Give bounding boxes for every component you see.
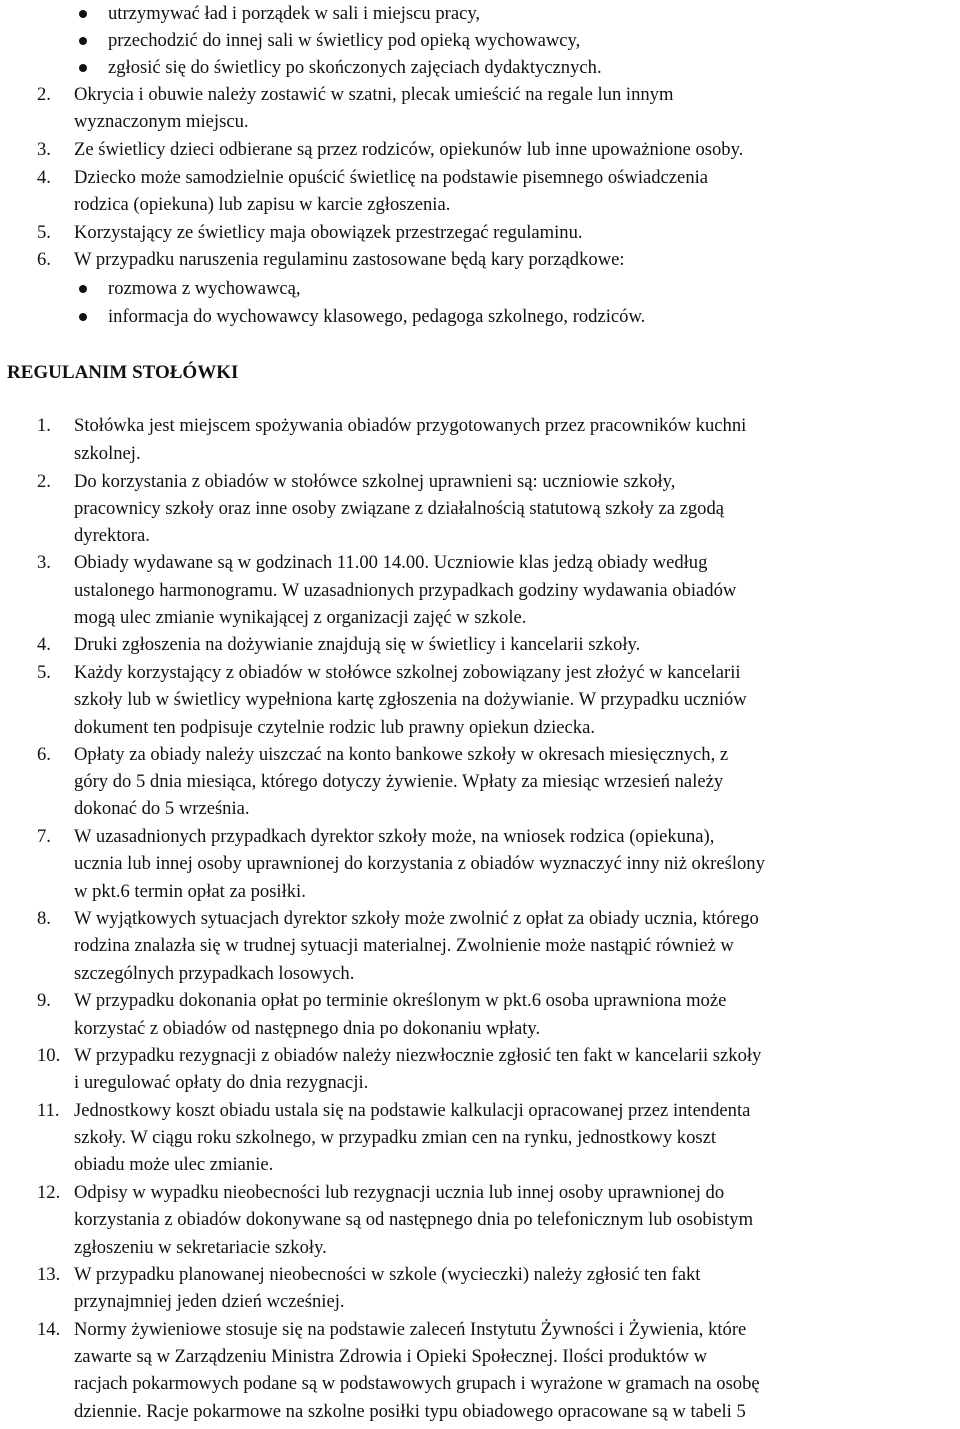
item-text: wyznaczonym miejscu. <box>74 111 249 132</box>
bullet-text: informacja do wychowawcy klasowego, pedagoga szkolnego, rodziców. <box>108 306 646 327</box>
item-text: W przypadku dokonania opłat po terminie określonym w pkt.6 osoba uprawniona może <box>74 990 727 1011</box>
item-number: 14. <box>37 1319 61 1340</box>
bullet-marker <box>79 64 87 72</box>
item-number: 6. <box>37 249 51 270</box>
item-text: Stołówka jest miejscem spożywania obiadów przygotowanych przez pracowników kuchni <box>74 415 747 436</box>
item-text: Druki zgłoszenia na dożywianie znajdują się w świetlicy i kancelarii szkoły. <box>74 634 641 655</box>
item-text: zgłoszeniu w sekretariacie szkoły. <box>74 1237 327 1258</box>
item-text: w pkt.6 termin opłat za posiłki. <box>74 881 306 902</box>
bullet-marker <box>79 10 87 18</box>
item-number: 3. <box>37 552 51 573</box>
item-text: rodzina znalazła się w trudnej sytuacji materialnej. Zwolnienie może nastąpić również w <box>74 935 734 956</box>
item-number: 5. <box>37 222 51 243</box>
item-number: 3. <box>37 139 51 160</box>
item-text: racjach pokarmowych podane są w podstawowych grupach i wyrażone w gramach na osobę <box>74 1373 760 1394</box>
bullet-marker <box>79 313 87 321</box>
item-text: obiadu może ulec zmianie. <box>74 1154 274 1175</box>
item-text: W przypadku planowanej nieobecności w szkole (wycieczki) należy zgłosić ten fakt <box>74 1264 701 1285</box>
item-text: szczególnych przypadkach losowych. <box>74 963 355 984</box>
item-number: 8. <box>37 908 51 929</box>
item-text: W przypadku naruszenia regulaminu zastosowane będą kary porządkowe: <box>74 249 625 270</box>
item-number: 2. <box>37 84 51 105</box>
item-text: korzystania z obiadów dokonywane są od następnego dnia po telefonicznym lub osobistym <box>74 1209 754 1230</box>
bullet-marker <box>79 285 87 293</box>
item-text: Dziecko może samodzielnie opuścić świetlicę na podstawie pisemnego oświadczenia <box>74 167 709 188</box>
section-heading: REGULANIM STOŁÓWKI <box>7 362 239 383</box>
bullet-marker <box>79 37 87 45</box>
item-text: Okrycia i obuwie należy zostawić w szatni, plecak umieścić na regale lun innym <box>74 84 674 105</box>
item-text: Odpisy w wypadku nieobecności lub rezygnacji ucznia lub innej osoby uprawnionej do <box>74 1182 725 1203</box>
item-number: 11. <box>37 1100 60 1121</box>
item-text: Jednostkowy koszt obiadu ustala się na podstawie kalkulacji opracowanej przez intendenta <box>74 1100 751 1121</box>
item-number: 4. <box>37 634 51 655</box>
item-text: korzystać z obiadów od następnego dnia po dokonaniu wpłaty. <box>74 1018 541 1039</box>
item-number: 13. <box>37 1264 61 1285</box>
item-text: szkoły lub w świetlicy wypełniona kartę zgłoszenia na dożywianie. W przypadku uczniów <box>74 689 747 710</box>
item-number: 7. <box>37 826 51 847</box>
item-text: ucznia lub innej osoby uprawnionej do korzystania z obiadów wyznaczyć inny niż określony <box>74 853 765 874</box>
item-text: szkoły. W ciągu roku szkolnego, w przypadku zmian cen na rynku, jednostkowy koszt <box>74 1127 717 1148</box>
item-number: 4. <box>37 167 51 188</box>
item-text: Do korzystania z obiadów w stołówce szkolnej uprawnieni są: uczniowie szkoły, <box>74 471 676 492</box>
item-number: 10. <box>37 1045 61 1066</box>
item-text: przynajmniej jeden dzień wcześniej. <box>74 1291 345 1312</box>
item-text: góry do 5 dnia miesiąca, którego dotyczy żywienie. Wpłaty za miesiąc wrzesień należy <box>74 771 724 792</box>
item-number: 1. <box>37 415 51 436</box>
item-number: 9. <box>37 990 51 1011</box>
item-text: ustalonego harmonogramu. W uzasadnionych przypadkach godziny wydawania obiadów <box>74 580 737 601</box>
item-number: 12. <box>37 1182 61 1203</box>
item-text: Każdy korzystający z obiadów w stołówce szkolnej zobowiązany jest złożyć w kancelarii <box>74 662 741 683</box>
item-text: Ze świetlicy dzieci odbierane są przez rodziców, opiekunów lub inne upoważnione osoby. <box>74 139 744 160</box>
item-number: 5. <box>37 662 51 683</box>
item-text: dokonać do 5 września. <box>74 798 250 819</box>
item-text: Normy żywieniowe stosuje się na podstawie zaleceń Instytutu Żywności i Żywienia, które <box>74 1319 747 1340</box>
item-text: W wyjątkowych sytuacjach dyrektor szkoły może zwolnić z opłat za obiady ucznia, którego <box>74 908 759 929</box>
item-text: dziennie. Racje pokarmowe na szkolne posiłki typu obiadowego opracowane są w tabeli 5 <box>74 1401 746 1422</box>
item-text: i uregulować opłaty do dnia rezygnacji. <box>74 1072 369 1093</box>
item-text: Obiady wydawane są w godzinach 11.00 14.00. Uczniowie klas jedzą obiady według <box>74 552 708 573</box>
item-text: W przypadku rezygnacji z obiadów należy niezwłocznie zgłosić ten fakt w kancelarii szkoły <box>74 1045 762 1066</box>
bullet-text: utrzymywać ład i porządek w sali i miejscu pracy, <box>108 3 481 24</box>
bullet-text: przechodzić do innej sali w świetlicy pod opieką wychowawcy, <box>108 30 581 51</box>
item-text: Korzystający ze świetlicy maja obowiązek przestrzegać regulaminu. <box>74 222 583 243</box>
bullet-text: rozmowa z wychowawcą, <box>108 278 301 299</box>
item-text: pracownicy szkoły oraz inne osoby związane z działalnością statutową szkoły za zgodą <box>74 498 725 519</box>
item-number: 2. <box>37 471 51 492</box>
item-text: W uzasadnionych przypadkach dyrektor szkoły może, na wniosek rodzica (opiekuna), <box>74 826 715 847</box>
item-text: dyrektora. <box>74 525 150 546</box>
item-text: mogą ulec zmianie wynikającej z organizacji zajęć w szkole. <box>74 607 527 628</box>
item-text: zawarte są w Zarządzeniu Ministra Zdrowia i Opieki Społecznej. Ilości produktów w <box>74 1346 708 1367</box>
item-text: Opłaty za obiady należy uiszczać na konto bankowe szkoły w okresach miesięcznych, z <box>74 744 729 765</box>
item-text: dokument ten podpisuje czytelnie rodzic lub prawny opiekun dziecka. <box>74 717 595 738</box>
item-text: szkolnej. <box>74 443 141 464</box>
item-text: rodzica (opiekuna) lub zapisu w karcie zgłoszenia. <box>74 194 451 215</box>
bullet-text: zgłosić się do świetlicy po skończonych zajęciach dydaktycznych. <box>108 57 602 78</box>
item-number: 6. <box>37 744 51 765</box>
